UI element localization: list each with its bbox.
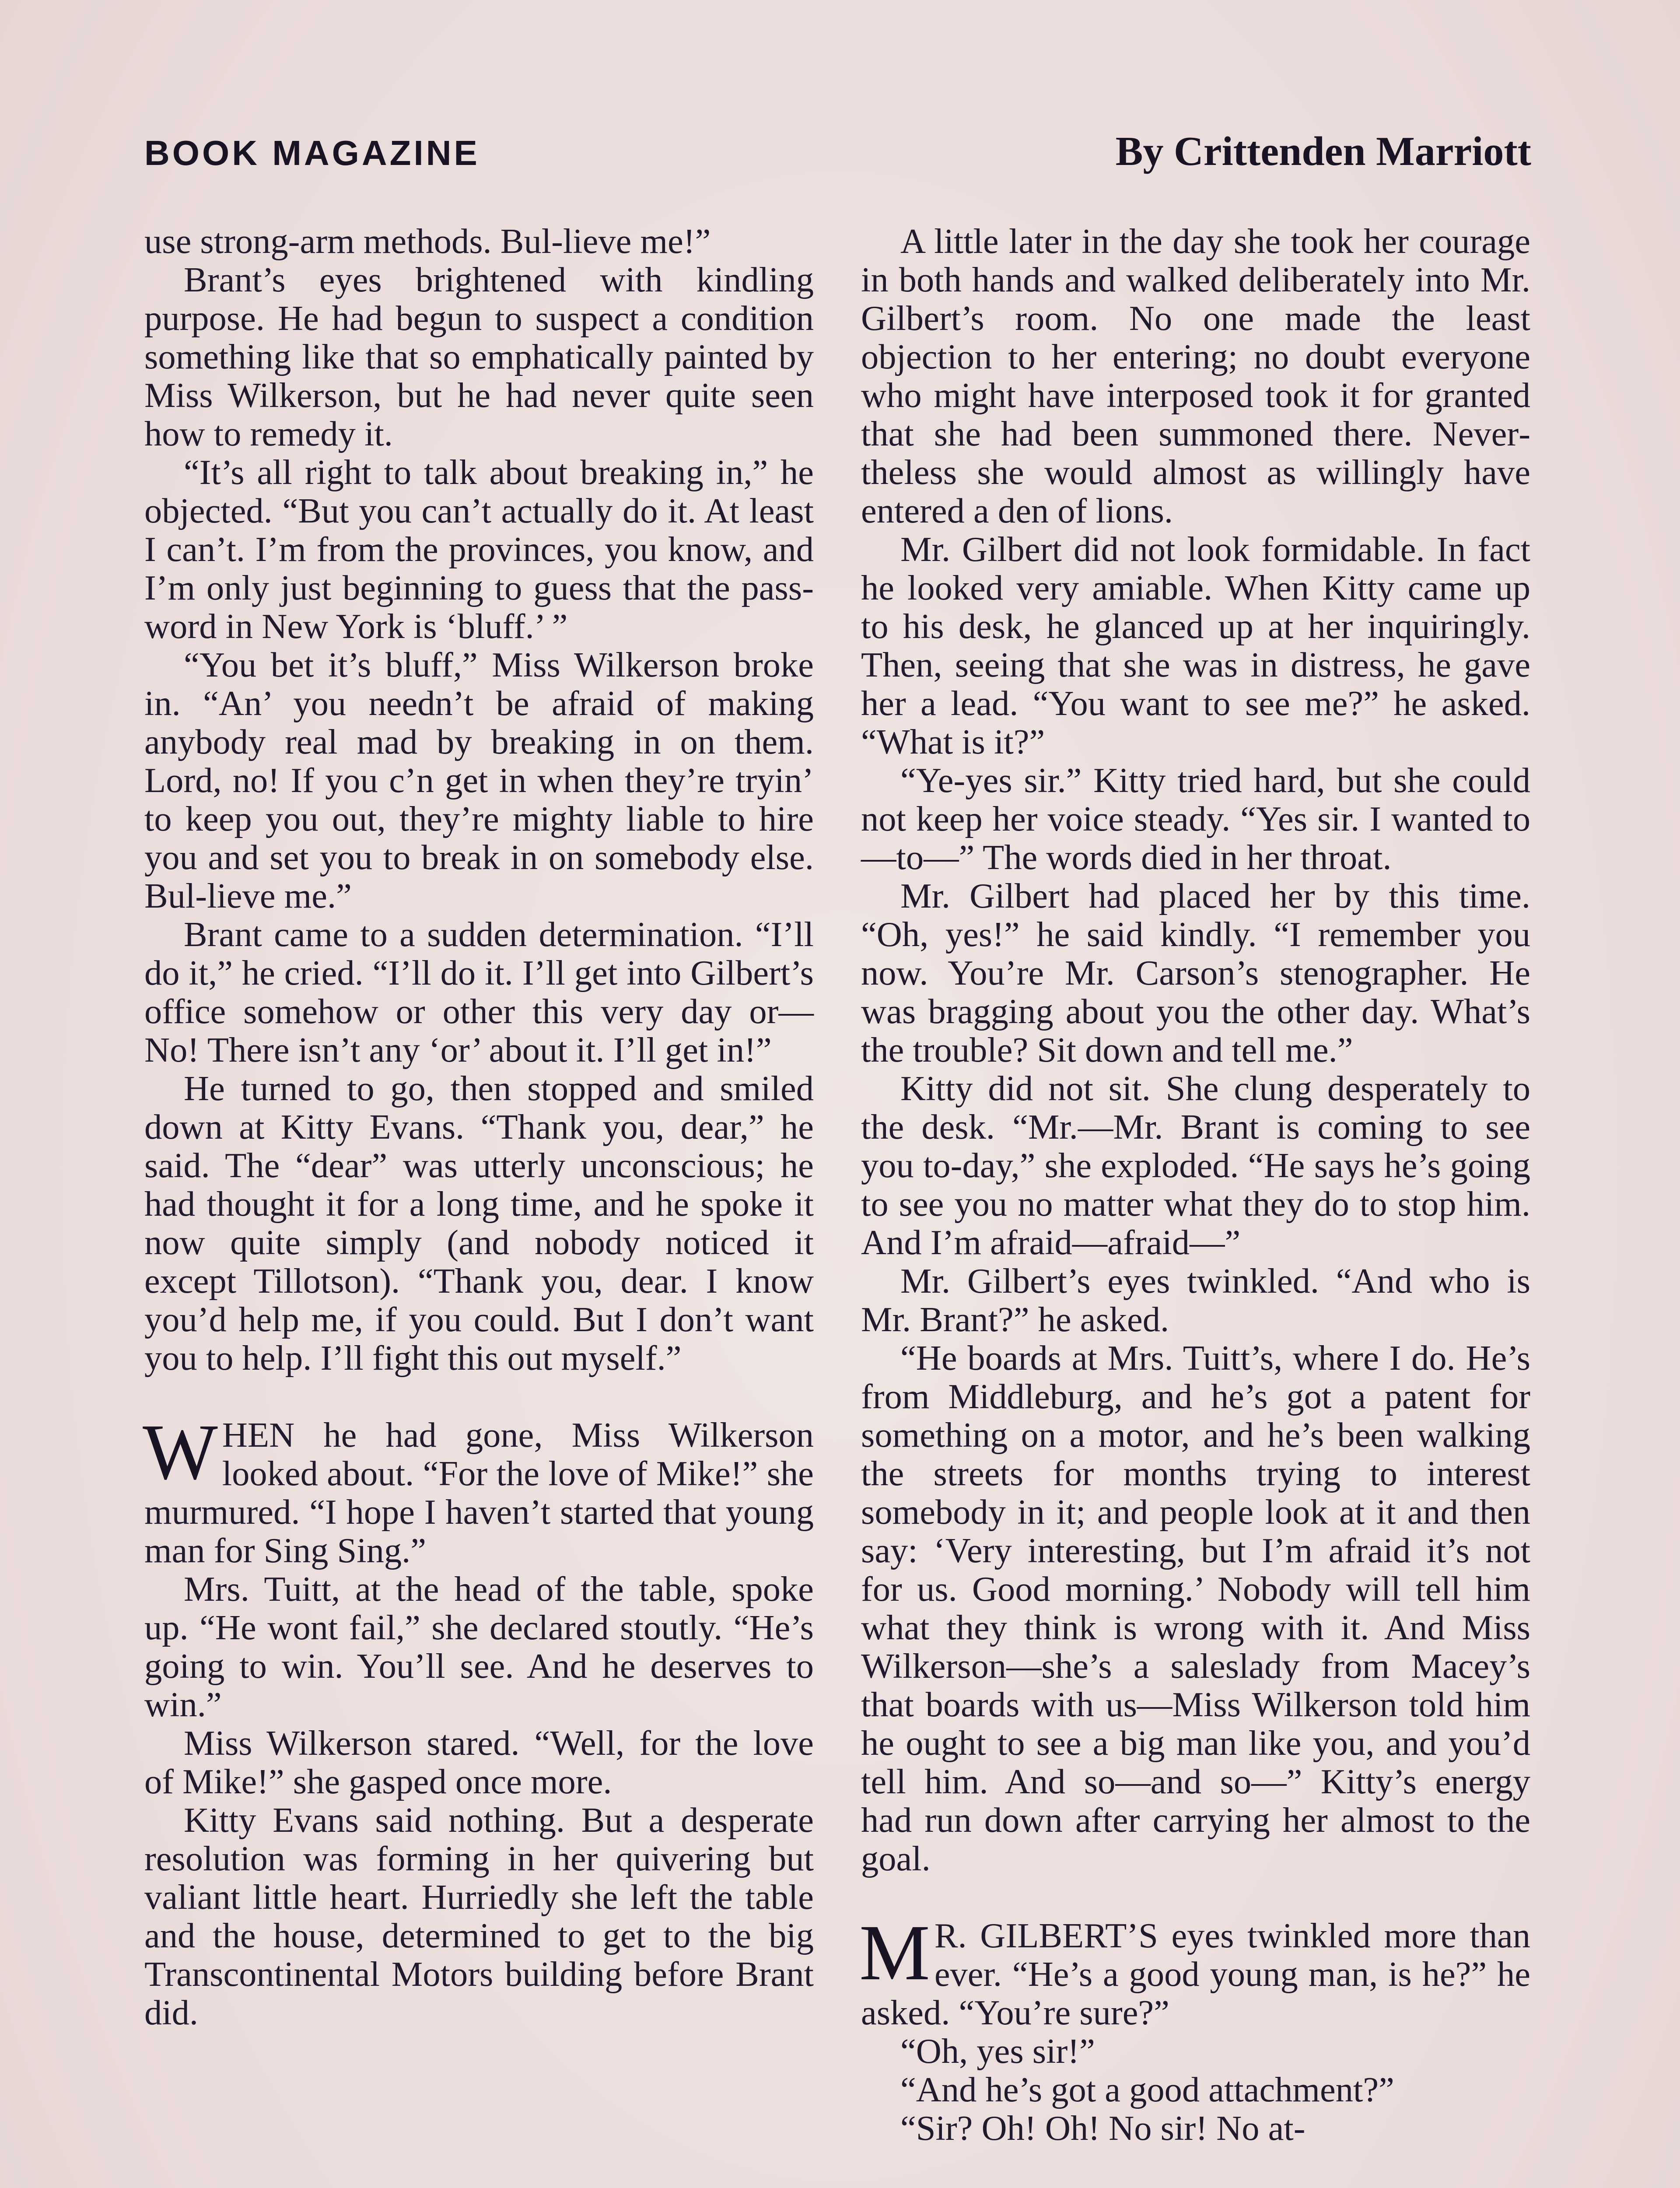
paragraph: “Oh, yes sir!” [900, 2032, 1095, 2071]
paragraph: Kitty Evans said nothing. But a desperate resolution was forming in her quivering but valiant little heart. Hurriedly she left the table and the house, determined to get to the big Transcontinental Motors building before Brant did. [144, 1801, 814, 2032]
paragraph: Brant came to a sudden determination. “I’ll do it,” he cried. “I’ll do it. I’ll get into Gilbert’s office somehow or other this very day or— No! There isn’t any ‘or’ about it. I’ll get in!” [144, 915, 814, 1069]
paragraph: He turned to go, then stopped and smiled down at Kitty Evans. “Thank you, dear,” he said. The “dear” was utterly unconscious; he had thought it for a long time, and he spoke it now quite simply (and nobody noticed it except Tillotson). “Thank you, dear. I know you’d help me, if you could. But I don’t want you to help. I’ll fight this out myself.” [144, 1069, 814, 1378]
paragraph: “Sir? Oh! Oh! No sir! No at- [900, 2109, 1306, 2148]
paragraph: Mr. Gilbert had placed her by this time. “Oh, yes!” he said kindly. “I remember you now. You’re Mr. Carson’s stenographer. He was bragging about you the other day. What’s the trouble? Sit down and tell me.” [861, 877, 1530, 1069]
left-column [144, 222, 814, 2032]
paragraph-text: R. GILBERT’S eyes twinkled more than ever. “He’s a good young man, is he?” he asked. “You’re sure?” [861, 1916, 1530, 2032]
paragraph: Mr. Gilbert’s eyes twinkled. “And who is Mr. Brant?” he asked. [861, 1262, 1530, 1339]
paragraph: “You bet it’s bluff,” Miss Wilkerson broke in. “An’ you needn’t be afraid of making anybody real mad by breaking in on them. Lord, no! If you c’n get in when they’re tryin’ to keep you out, they’re mighty liable to hire you and set you to break in on somebody else. Bul-lieve me.” [144, 645, 814, 915]
drop-cap: M [859, 1909, 930, 1997]
paragraph: Mrs. Tuitt, at the head of the table, spoke up. “He wont fail,” she declared stoutly. “He’s going to win. You’ll see. And he deserves to win.” [144, 1570, 814, 1724]
running-header [144, 128, 1531, 180]
drop-cap: W [143, 1408, 218, 1496]
paragraph: “Ye-yes sir.” Kitty tried hard, but she could not keep her voice steady. “Yes sir. I wanted to—to—” The words died in her throat. [861, 761, 1530, 877]
right-column [861, 222, 1530, 2148]
paragraph-text: HEN he had gone, Miss Wilkerson looked about. “For the love of Mike!” she murmured. “I hope I haven’t started that young man for Sing Sing.” [144, 1416, 814, 1570]
paragraph: use strong-arm methods. Bul-lieve me!” [144, 222, 711, 261]
paragraph: A little later in the day she took her courage in both hands and walked deliberately into Mr. Gilbert’s room. No one made the least objection to her entering; no doubt everyone who might have interposed took it for granted that she had been summoned there. Nevertheless she would almost as willingly have entered a den of lions. [861, 222, 1530, 530]
paragraph: “He boards at Mrs. Tuitt’s, where I do. He’s from Middleburg, and he’s got a patent for something on a motor, and he’s been walking the streets for months trying to interest somebody in it; and people look at it and then say: ‘Very interesting, but I’m afraid it’s not for us. Good morning.’ Nobody will tell him what they think is wrong with it. And Miss Wilkerson—she’s a saleslady from Macey’s that boards with us—Miss Wilkerson told him he ought to see a big man like you, and you’d tell him. And so—and so—” Kitty’s energy had run down after carrying her almost to the goal. [861, 1339, 1530, 1878]
paragraph: Mr. Gilbert did not look formidable. In fact he looked very amiable. When Kitty came up to his desk, he glanced up at her inquiringly. Then, seeing that she was in distress, he gave her a lead. “You want to see me?” he asked. “What is it?” [861, 530, 1530, 761]
paragraph: “And he’s got a good attachment?” [900, 2070, 1394, 2109]
section-start-paragraph [143, 1408, 814, 1570]
paragraph: Miss Wilkerson stared. “Well, for the love of Mike!” she gasped once more. [144, 1724, 814, 1801]
magazine-title: BOOK MAGAZINE [144, 133, 480, 172]
section-start-paragraph [859, 1909, 1530, 2032]
author-byline: By Crittenden Marriott [1115, 129, 1531, 174]
paragraph: Brant’s eyes brightened with kindling purpose. He had begun to suspect a condition something like that so emphatically painted by Miss Wilkerson, but he had never quite seen how to remedy it. [144, 260, 814, 453]
paragraph: “It’s all right to talk about breaking in,” he objected. “But you can’t actually do it. At least I can’t. I’m from the provinces, you know, and I’m only just beginning to guess that the password in New York is ‘bluff.’ ” [144, 453, 814, 646]
paragraph: Kitty did not sit. She clung desperately to the desk. “Mr.—Mr. Brant is coming to see you to-day,” she exploded. “He says he’s going to see you no matter what they do to stop him. And I’m afraid—afraid—” [861, 1069, 1530, 1262]
